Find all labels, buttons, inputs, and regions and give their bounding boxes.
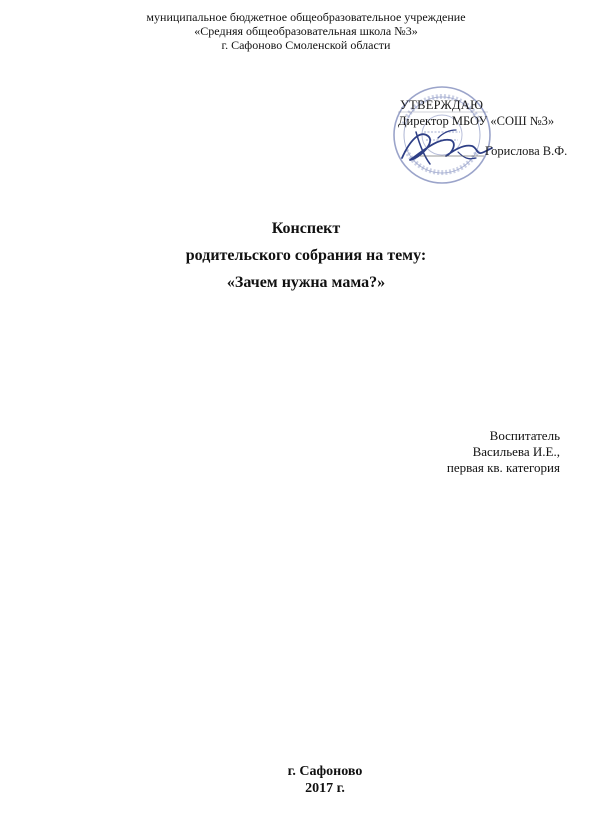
header-line-school-name: «Средняя общеобразовательная школа №3» [194,24,418,38]
approval-director-position: Директор МБОУ «СОШ №3» [398,114,555,128]
author-name: Васильева И.Е., [472,444,560,459]
footer-year: 2017 г. [305,781,345,796]
author-block [447,428,560,476]
title-line-topic: «Зачем нужна мама?» [226,274,386,291]
title-line-konspekt: Конспект [271,220,341,237]
footer-block [0,763,612,797]
author-role: Воспитатель [489,428,560,443]
title-line-subject: родительского собрания на тему: [185,247,427,264]
approval-director-name: Горислова В.Ф. [485,144,568,158]
footer-city: г. Сафоново [287,764,363,779]
school-header [0,10,612,52]
approval-block [380,80,595,195]
approval-title: УТВЕРЖДАЮ [400,98,484,112]
header-line-location: г. Сафоново Смоленской области [221,38,391,52]
document-title [0,215,612,296]
header-line-institution-type: муниципальное бюджетное общеобразовательное учреждение [146,10,466,24]
author-category: первая кв. категория [446,460,560,475]
